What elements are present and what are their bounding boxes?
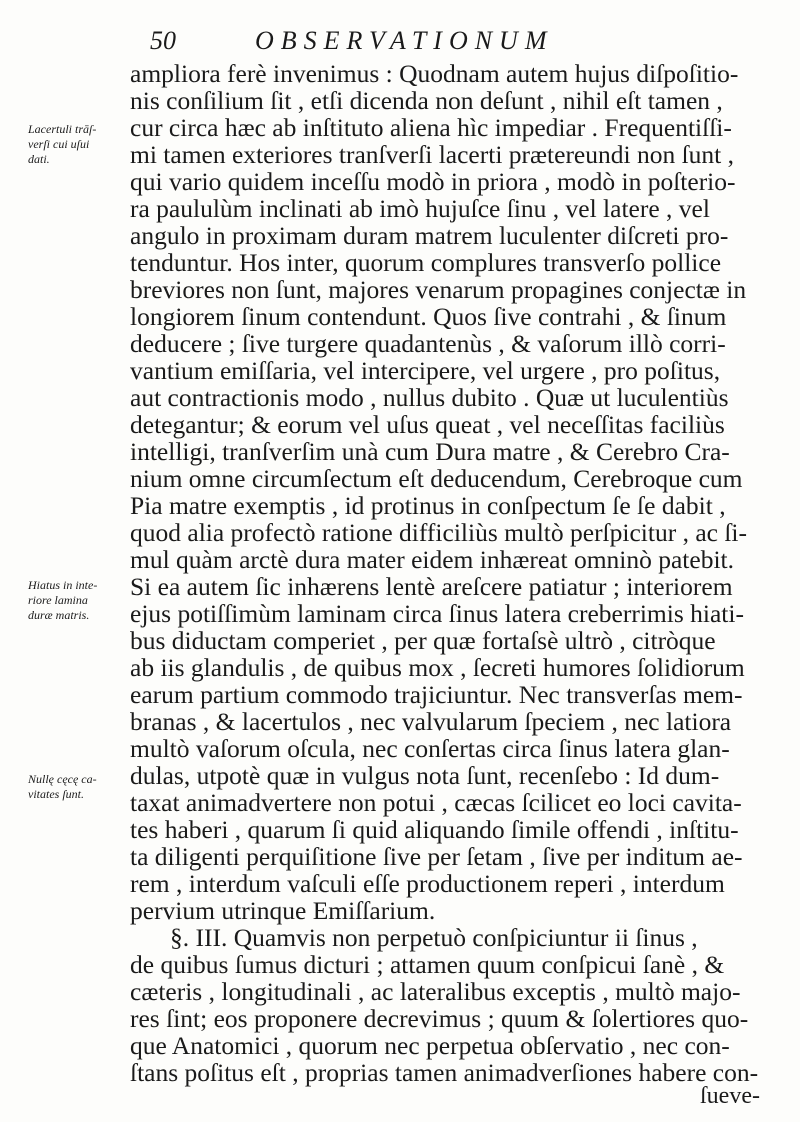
- text-line: ampliora ferè invenimus : Quodnam autem hujus diſpoſitio-: [130, 59, 739, 88]
- text-line: longiorem ſinum contendunt. Quos ſive contrahi , & ſinum: [130, 302, 727, 331]
- running-head: OBSERVATIONUM: [255, 26, 554, 55]
- text-line: intelligi, tranſverſim unà cum Dura matre , & Cerebro Cra-: [130, 437, 730, 466]
- text-line: taxat animadvertere non potui , cæcas ſcilicet eo loci cavita-: [130, 788, 742, 817]
- text-line: bus diductam comperiet , per quæ fortaſsè ultrò , citròque: [130, 626, 716, 655]
- text-line: angulo in proximam duram matrem luculenter diſcreti pro-: [130, 221, 729, 250]
- text-line: earum partium commodo trajiciuntur. Nec transverſas mem-: [130, 680, 743, 709]
- text-line: nium omne circumſectum eſt deducendum, Cerebroque cum: [130, 464, 743, 493]
- text-line: ta diligenti perquiſitione ſive per ſetam , ſive per inditum ae-: [130, 842, 743, 871]
- text-line: cæteris , longitudinali , ac lateralibus exceptis , multò majo-: [130, 977, 741, 1006]
- text-line: vantium emiſſaria, vel intercipere, vel urgere , pro poſitus,: [130, 356, 721, 385]
- margin-note-line: dati.: [28, 152, 50, 166]
- text-line: ejus potiſſimùm laminam circa ſinus latera creberrimis hiati-: [130, 599, 744, 628]
- margin-note-cavitates: [28, 772, 128, 802]
- text-line: ra paululùm inclinati ab imò hujuſce ſinu , vel latere , vel: [130, 194, 710, 223]
- margin-note-line: riore lamina: [28, 593, 88, 607]
- text-line: aut contractionis modo , nullus dubito . Quæ ut luculentiùs: [130, 383, 729, 412]
- margin-note-line: Lacertuli trāſ-: [28, 122, 97, 136]
- margin-note-line: verſi cui uſui: [28, 137, 90, 151]
- section-heading-line: §. III. Quamvis non perpetuò conſpiciuntur ii ſinus ,: [170, 923, 698, 952]
- text-line: ſtans poſitus eſt , proprias tamen animadverſiones habere con-: [130, 1058, 759, 1087]
- text-line: detegantur; & eorum vel uſus queat , vel neceſſitas faciliùs: [130, 410, 725, 439]
- text-line: que Anatomici , quorum nec perpetua obſervatio , nec con-: [130, 1031, 730, 1060]
- margin-note-line: vitates ſunt.: [28, 787, 84, 801]
- text-line: branas , & lacertulos , nec valvularum ſpeciem , nec latiora: [130, 707, 732, 736]
- text-line: de quibus ſumus dicturi ; attamen quum conſpicui ſanè , &: [130, 950, 725, 979]
- text-line: deducere ; ſive turgere quadantenùs , & vaſorum illò corri-: [130, 329, 726, 358]
- text-line: res ſint; eos proponere decrevimus ; quum & ſolertiores quo-: [130, 1004, 749, 1033]
- text-line: tenduntur. Hos inter, quorum complures transverſo pollice: [130, 248, 722, 277]
- text-line: qui vario quidem inceſſu modò in priora , modò in poſterio-: [130, 167, 736, 196]
- text-line: cur circa hæc ab inſtituto aliena hìc impediar . Frequentiſſi-: [130, 113, 732, 142]
- text-line: rem , interdum vaſculi eſſe productionem reperi , interdum: [130, 869, 725, 898]
- text-line: quod alia profectò ratione difficiliùs multò perſpicitur , ac ſi-: [130, 518, 748, 547]
- text-line: multò vaſorum oſcula, nec conſertas circa ſinus latera glan-: [130, 734, 730, 763]
- text-line: mul quàm arctè dura mater eidem inhæreat omninò patebit.: [130, 545, 735, 574]
- catchword: ſueve-: [700, 1083, 760, 1109]
- margin-note-lacertuli: [28, 122, 128, 167]
- margin-note-line: Nullę cęcę ca-: [28, 772, 97, 786]
- text-line: ab iis glandulis , de quibus mox , ſecreti humores ſolidiorum: [130, 653, 745, 682]
- text-line: tes haberi , quarum ſi quid aliquando ſimile offendi , inſtitu-: [130, 815, 739, 844]
- text-line: nis conſilium ſit , etſi dicenda non deſunt , nihil eſt tamen ,: [130, 86, 723, 115]
- text-line: pervium utrinque Emiſſarium.: [130, 896, 436, 925]
- text-line: Pia matre exemptis , id protinus in conſpectum ſe ſe dabit ,: [130, 491, 726, 520]
- margin-note-line: duræ matris.: [28, 608, 90, 622]
- margin-note-hiatus: [28, 578, 128, 623]
- text-line: breviores non ſunt, majores venarum propagines conjectæ in: [130, 275, 747, 304]
- text-line: dulas, utpotè quæ in vulgus nota ſunt, recenſebo : Id dum-: [130, 761, 720, 790]
- text-line: mi tamen exteriores tranſverſi lacerti prætereundi non ſunt ,: [130, 140, 735, 169]
- text-line: Si ea autem ſic inhærens lentè areſcere patiatur ; interiorem: [130, 572, 733, 601]
- page-number: 50: [150, 26, 176, 55]
- margin-note-line: Hiatus in inte-: [28, 578, 98, 592]
